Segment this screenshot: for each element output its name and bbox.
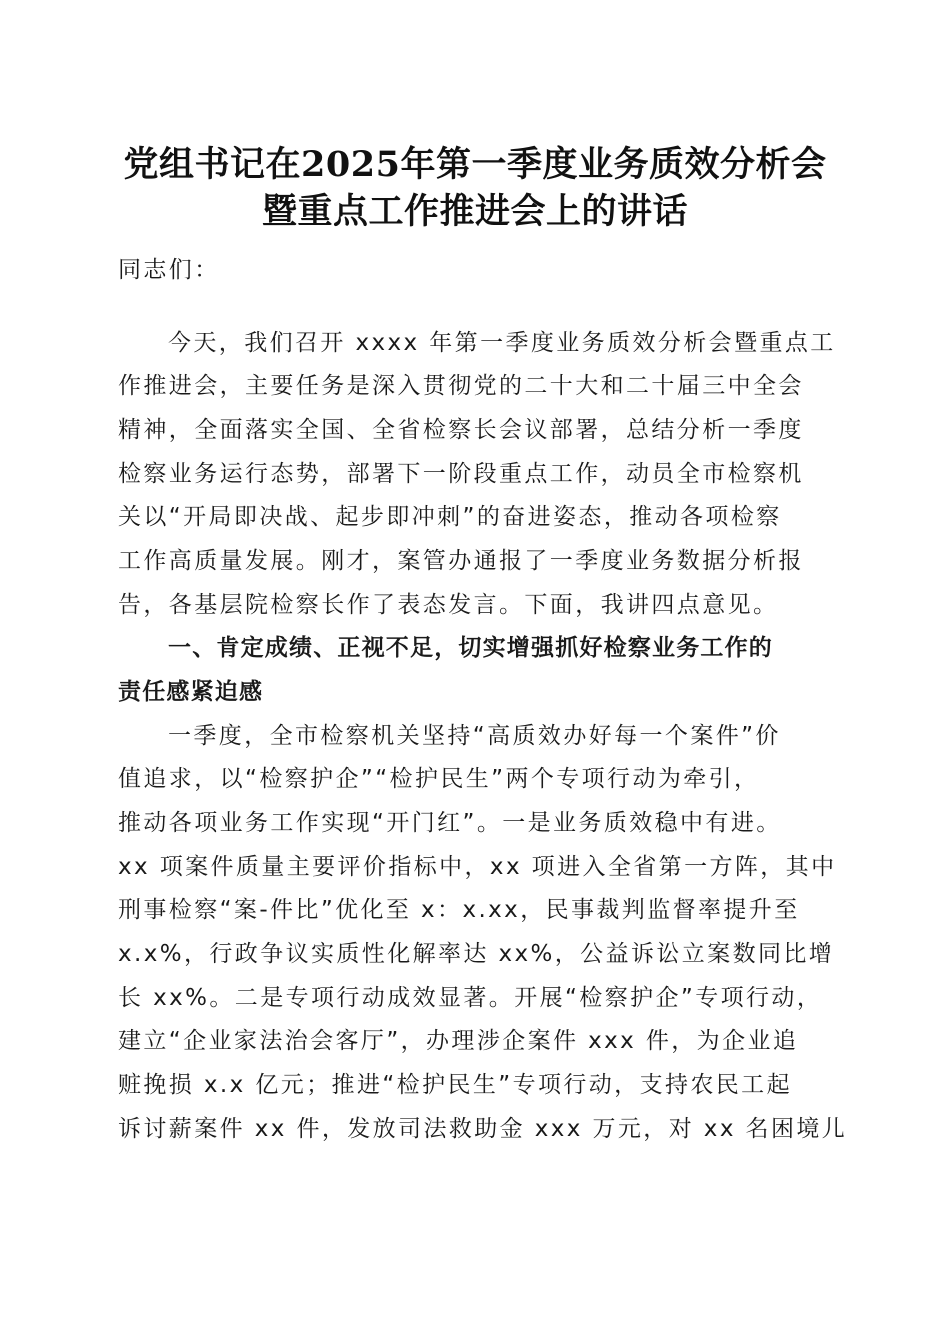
paragraph-line: 长 xx%。二是专项行动成效显著。开展“检察护企”专项行动，: [118, 985, 823, 1011]
paragraph-line: 刑事检察“案-件比”优化至 x：x.xx，民事裁判监督率提升至: [118, 897, 800, 923]
section-heading-line: 责任感紧迫感: [118, 679, 264, 705]
section-heading-line: 一、肯定成绩、正视不足，切实增强抓好检察业务工作的: [168, 635, 773, 661]
paragraph-line: 工作高质量发展。刚才，案管办通报了一季度业务数据分析报: [118, 548, 804, 574]
paragraph-line: 告，各基层院检察长作了表态发言。下面，我讲四点意见。: [118, 592, 779, 618]
document-title-line-1: 党组书记在2025年第一季度业务质效分析会: [123, 144, 827, 185]
paragraph-line: 检察业务运行态势，部署下一阶段重点工作，动员全市检察机: [118, 461, 804, 487]
paragraph-line: 一季度，全市检察机关坚持“高质效办好每一个案件”价: [168, 723, 781, 749]
paragraph-line: 精神，全面落实全国、全省检察长会议部署，总结分析一季度: [118, 417, 804, 443]
paragraph-line: 作推进会，主要任务是深入贯彻党的二十大和二十届三中全会: [118, 373, 804, 399]
paragraph-line: xx 项案件质量主要评价指标中，xx 项进入全省第一方阵，其中: [118, 854, 837, 880]
salutation: 同志们：: [118, 257, 220, 283]
document-title-line-2: 暨重点工作推进会上的讲话: [261, 191, 688, 232]
paragraph-line: 关以“开局即决战、起步即冲刺”的奋进姿态，推动各项检察: [118, 504, 782, 530]
paragraph-line: 赃挽损 x.x 亿元；推进“检护民生”专项行动，支持农民工起: [118, 1072, 792, 1098]
paragraph-line: x.x%，行政争议实质性化解率达 xx%，公益诉讼立案数同比增: [118, 941, 835, 967]
paragraph-line: 今天，我们召开 xxxx 年第一季度业务质效分析会暨重点工: [168, 330, 836, 356]
paragraph-line: 建立“企业家法治会客厅”，办理涉企案件 xxx 件，为企业追: [118, 1028, 799, 1054]
paragraph-line: 推动各项业务工作实现“开门红”。一是业务质效稳中有进。: [118, 810, 782, 836]
paragraph-line: 值追求，以“检察护企”“检护民生”两个专项行动为牵引，: [118, 766, 760, 792]
paragraph-line: 诉讨薪案件 xx 件，发放司法救助金 xxx 万元，对 xx 名困境儿: [118, 1116, 848, 1142]
